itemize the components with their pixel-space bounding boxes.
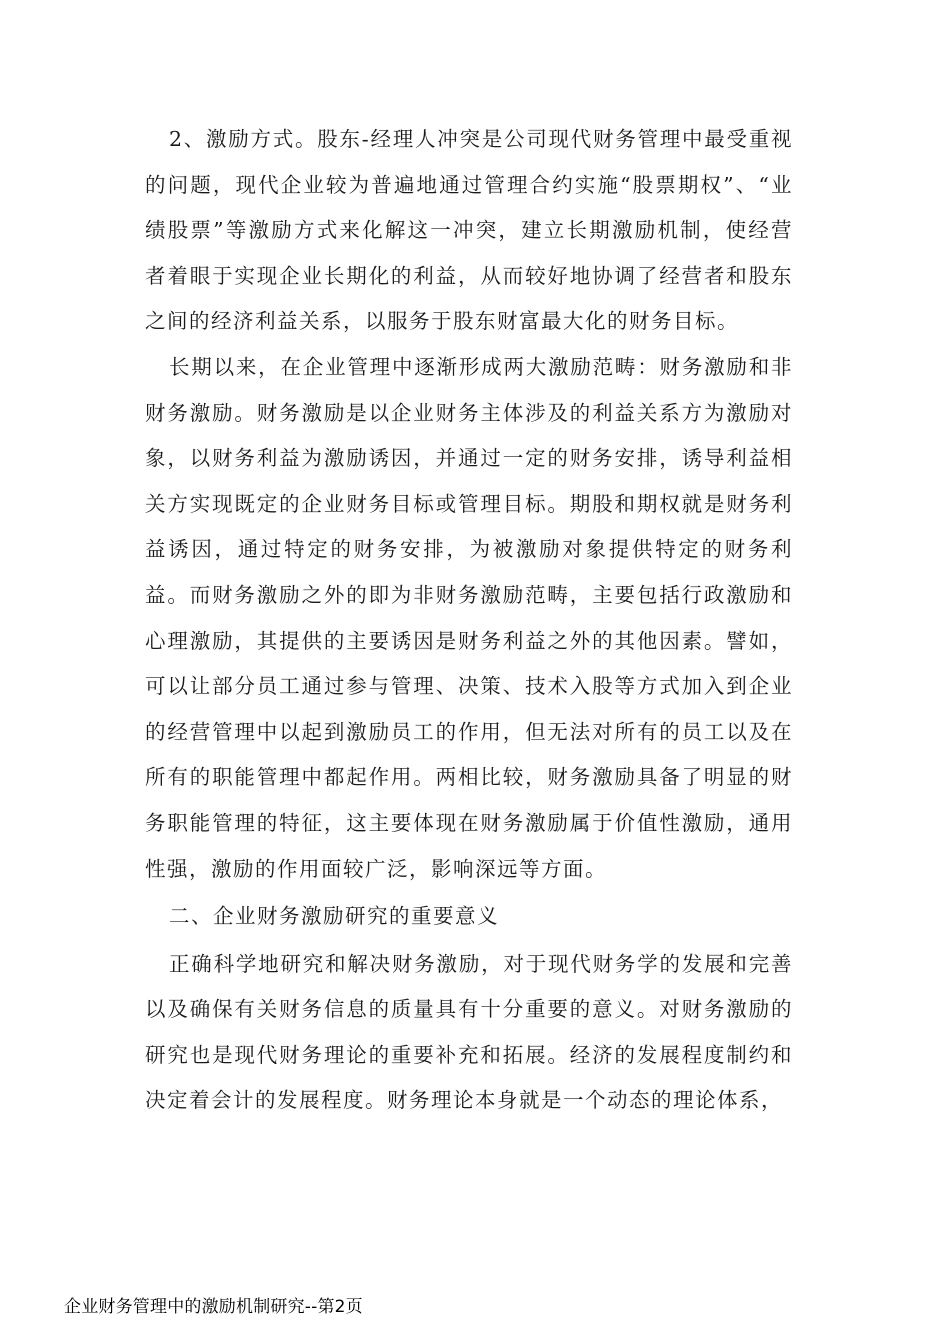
section-heading-significance: 二、企业财务激励研究的重要意义 bbox=[169, 904, 499, 929]
paragraph-incentive-categories: 长期以来，在企业管理中逐渐形成两大激励范畴：财务激励和非财务激励。财务激励是以企业财务主体涉及的利益关系方为激励对象，以财务利益为激励诱因，并通过一定的财务安排，诱导利益相关方实现既定的企业财务目标或管理目标。期股和期权就是财务利益诱因，通过特定的财务安排，为被激励对象提供特定的财务利益。而财务激励之外的即为非财务激励范畴，主要包括行政激励和心理激励，其提供的主要诱因是财务利益之外的其他因素。譬如，可以让部分员工通过参与管理、决策、技术入股等方式加入到企业的经营管理中以起到激励员工的作用，但无法对所有的员工以及在所有的职能管理中都起作用。两相比较，财务激励具备了明显的财务职能管理的特征，这主要体现在财务激励属于价值性激励，通用性强，激励的作用面较广泛，影响深远等方面。 bbox=[145, 354, 793, 881]
page-footer: 企业财务管理中的激励机制研究--第2页 bbox=[64, 1297, 363, 1317]
document-body bbox=[145, 117, 793, 1124]
paragraph-research-significance: 正确科学地研究和解决财务激励，对于现代财务学的发展和完善以及确保有关财务信息的质量具有十分重要的意义。对财务激励的研究也是现代财务理论的重要补充和拓展。经济的发展程度制约和决定着会计的发展程度。财务理论本身就是一个动态的理论体系， bbox=[145, 951, 793, 1113]
paragraph-incentive-methods: 2、激励方式。股东-经理人冲突是公司现代财务管理中最受重视的问题，现代企业较为普遍地通过管理合约实施“股票期权”、“业绩股票”等激励方式来化解这一冲突，建立长期激励机制，使经营者着眼于实现企业长期化的利益，从而较好地协调了经营者和股东之间的经济利益关系，以服务于股东财富最大化的财务目标。 bbox=[145, 127, 793, 334]
